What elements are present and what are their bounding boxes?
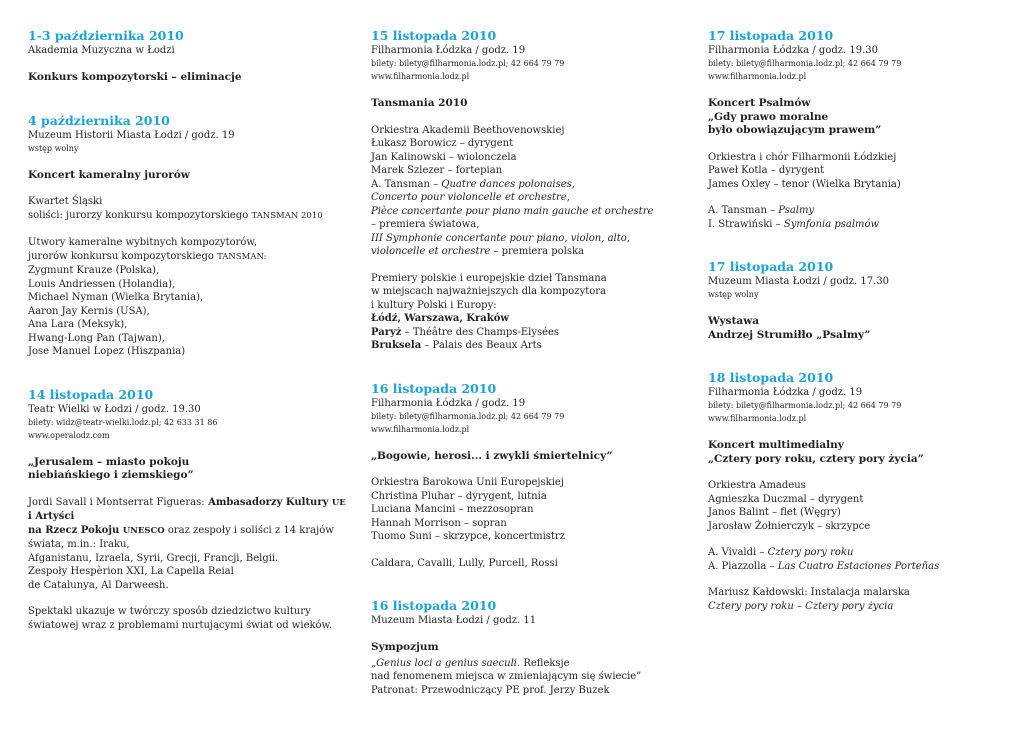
event-note: wstęp wolny bbox=[28, 143, 79, 153]
event-contact: bilety: bilety@filharmonia.lodz.pl; 42 664 79 79 www.filharmonia.lodz.pl bbox=[708, 59, 902, 81]
composer-piazzolla: A. Piazzolla – bbox=[708, 560, 775, 572]
event-5 bbox=[371, 381, 691, 571]
event-6 bbox=[371, 598, 691, 697]
event-title: Tansmania 2010 bbox=[371, 97, 468, 109]
event-9 bbox=[708, 370, 1013, 613]
event-title: Koncert Psalmów „Gdy prawo moralne było obowiązującym prawem” bbox=[708, 97, 882, 136]
event-title: Koncert multimedialny „Cztery pory roku, cztery pory życia” bbox=[708, 439, 924, 465]
event-2 bbox=[28, 113, 353, 359]
event-title: „Bogowie, herosi... i zwykli śmiertelnicy” bbox=[371, 449, 613, 462]
event-contact: bilety: bilety@filharmonia.lodz.pl; 42 664 79 79 www.filharmonia.lodz.pl bbox=[708, 401, 902, 423]
event-date: 14 listopada 2010 bbox=[28, 386, 154, 402]
event-venue: Muzeum Historii Miasta Łodzi / godz. 19 bbox=[28, 129, 235, 141]
event-date: 16 listopada 2010 bbox=[371, 380, 497, 396]
installation-author: Mariusz Kałdowski: Instalacja malarska bbox=[708, 587, 910, 598]
event-title: Koncert kameralny jurorów bbox=[28, 168, 190, 181]
event-venue: Filharmonia Łódzka / godz. 19 bbox=[371, 397, 526, 409]
event-venue: Akademia Muzyczna w Łodzi bbox=[28, 45, 175, 56]
event-title: Konkurs kompozytorski – eliminacje bbox=[28, 71, 242, 83]
work-title: Las Cuatro Estaciones Porteñas bbox=[777, 560, 940, 572]
works bbox=[708, 546, 1013, 573]
event-venue: Teatr Wielki w Łodzi / godz. 19.30 bbox=[28, 403, 201, 415]
event-description: Spektakl ukazuje w twórczy sposób dziedzictwo kultury światowej wraz z problemami nurtującymi świat od wieków. bbox=[28, 606, 333, 631]
event-venue: Muzeum Miasta Łodzi / godz. 11 bbox=[371, 615, 537, 626]
event-title: Wystawa Andrzej Strumiłło „Psalmy” bbox=[708, 315, 871, 341]
event-date: 15 listopada 2010 bbox=[371, 28, 497, 43]
composer-tansman: A. Tansman – bbox=[708, 205, 779, 216]
premieres bbox=[371, 272, 691, 353]
work-title: Psalmy bbox=[778, 205, 815, 216]
city-brussels: Bruksela bbox=[371, 340, 422, 351]
works bbox=[708, 204, 1013, 231]
premiere-note: – premiera światowa, bbox=[371, 219, 480, 230]
event-date: 18 listopada 2010 bbox=[708, 370, 834, 385]
ue-abbr: UE bbox=[331, 497, 346, 508]
performers: Orkiestra Barokowa Unii Europejskiej Christina Pluhar – dyrygent, lutnia Luciana Mancini – mezzosopran Hannah Morrison – sopran Tuomo Suni – skrzypce, koncertmistrz bbox=[371, 477, 565, 542]
performers-text: Kwartet Śląski soliści: jurorzy konkursu kompozytorskiego bbox=[28, 196, 249, 221]
event-date: 1-3 października 2010 bbox=[28, 28, 184, 43]
composers-intro: Utwory kameralne wybitnych kompozytorów, jurorów konkursu kompozytorskiego bbox=[28, 237, 257, 262]
performers bbox=[28, 496, 353, 593]
event-contact: bilety: widz@teatr-wielki.lodz.pl; 42 633 31 86 www.operalodz.com bbox=[28, 417, 218, 440]
event-title: Sympozjum bbox=[371, 641, 439, 653]
festival-name: TANSMAN 2010 bbox=[251, 210, 323, 221]
performers: Orkiestra i chór Filharmonii Łódzkiej Paweł Kotla – dyrygent James Oxley – tenor (Wielka Brytania) bbox=[708, 151, 901, 190]
event-venue: Filharmonia Łódzka / godz. 19.30 bbox=[708, 45, 879, 56]
composer-strawinski: I. Strawiński – bbox=[708, 218, 781, 230]
event-1 bbox=[28, 28, 353, 85]
brussels-venue: – Palais des Beaux Arts bbox=[421, 340, 542, 351]
artists-text: i Artyści na Rzecz Pokoju bbox=[28, 511, 120, 536]
composers: Caldara, Cavalli, Lully, Purcell, Rossi bbox=[371, 557, 558, 569]
composers-names: Zygmunt Krauze (Polska), Louis Andriessen (Holandia), Michael Nyman (Wielka Brytania), Aaron Jay Kernis (USA), Ana Lara (Meksyk), Hwang-Long Pan (Tajwan), Jose Manuel Lopez (Hiszpania) bbox=[28, 265, 204, 357]
unesco-abbr: UNESCO bbox=[122, 525, 165, 536]
event-7 bbox=[708, 28, 1013, 231]
performers-text: Orkiestra Akademii Beethovenowskiej Łukasz Borowicz – dyrygent Jan Kalinowski – wiolonczela Marek Szlezer – fortepian A. Tansman – bbox=[371, 124, 565, 190]
event-note: wstęp wolny bbox=[708, 290, 759, 299]
event-contact: bilety: bilety@filharmonia.lodz.pl; 42 664 79 79 www.filharmonia.lodz.pl bbox=[371, 59, 565, 81]
installation-title: Cztery pory roku – Cztery pory życia bbox=[708, 600, 894, 612]
premieres-intro: Premiery polskie i europejskie dzieł Tansmana w miejscach najważniejszych dla kompozytora i kultury Polski i Europy: bbox=[371, 272, 607, 311]
works-italic: Quatre dances polonaises, Concerto pour violoncelle et orchestre, Pièce concertante pour piano main gauche et orchestre bbox=[371, 178, 654, 217]
premiere-note: – premiera polska bbox=[490, 246, 585, 257]
performers bbox=[371, 124, 691, 259]
event-4 bbox=[371, 28, 691, 353]
composers-list bbox=[28, 236, 353, 359]
column-2 bbox=[371, 28, 691, 725]
event-venue: Muzeum Miasta Łodzi / godz. 17.30 bbox=[708, 276, 890, 287]
paris-venue: – Théâtre des Champs-Elysées bbox=[404, 326, 560, 338]
performers-text: Jordi Savall i Montserrat Figueras: bbox=[28, 496, 205, 508]
installation bbox=[708, 586, 1013, 613]
works-italic: III Symphonie concertante pour piano, violon, alto, violoncelle et orchestre bbox=[371, 232, 630, 257]
event-title: „Jerusalem – miasto pokoju niebiańskiego i ziemskiego” bbox=[28, 455, 194, 481]
event-venue: Filharmonia Łódzka / godz. 19 bbox=[371, 45, 526, 56]
event-date: 17 listopada 2010 bbox=[708, 28, 834, 43]
event-8 bbox=[708, 259, 1013, 342]
event-date: 4 października 2010 bbox=[28, 112, 170, 128]
event-date: 16 listopada 2010 bbox=[371, 598, 497, 613]
symposium-details: Refleksje nad fenomenem miejsca w zmieniającym się świecie” Patronat: Przewodniczący PE prof. Jerzy Buzek bbox=[371, 657, 642, 696]
symposium-theme: „Genius loci a genius saeculi. bbox=[371, 657, 521, 669]
performers bbox=[28, 195, 353, 223]
city-paris: Paryż bbox=[371, 326, 402, 338]
column-1 bbox=[28, 28, 353, 660]
symposium-text bbox=[371, 657, 691, 698]
event-contact: bilety: bilety@filharmonia.lodz.pl; 42 664 79 79 www.filharmonia.lodz.pl bbox=[371, 411, 565, 434]
composer-vivaldi: A. Vivaldi – bbox=[708, 547, 768, 558]
city-list: Łódź, Warszawa, Kraków bbox=[371, 313, 509, 324]
column-3 bbox=[708, 28, 1013, 641]
event-3 bbox=[28, 387, 353, 633]
work-title: Cztery pory roku bbox=[767, 547, 854, 558]
event-venue: Filharmonia Łódzka / godz. 19 bbox=[708, 387, 863, 398]
ambassadors-text: Ambasadorzy Kultury bbox=[204, 496, 332, 508]
ensembles-text: oraz zespoły i soliści z 14 krajów świata, m.in.: Iraku, Afganistanu, Izraela, Syrii, Grecji, Francji, Belgii. Zespoły Hespèrion XXI, La Capella Reial de Catalunya, Al Darweesh. bbox=[28, 524, 334, 591]
performers: Orkiestra Amadeus Agnieszka Duczmal – dyrygent Janos Balint – flet (Węgry) Jarosław Żołnierczyk – skrzypce bbox=[708, 480, 871, 532]
work-title: Symfonia psalmów bbox=[783, 218, 880, 230]
festival-name: TANSMAN: bbox=[217, 251, 267, 262]
event-date: 17 listopada 2010 bbox=[708, 259, 834, 274]
